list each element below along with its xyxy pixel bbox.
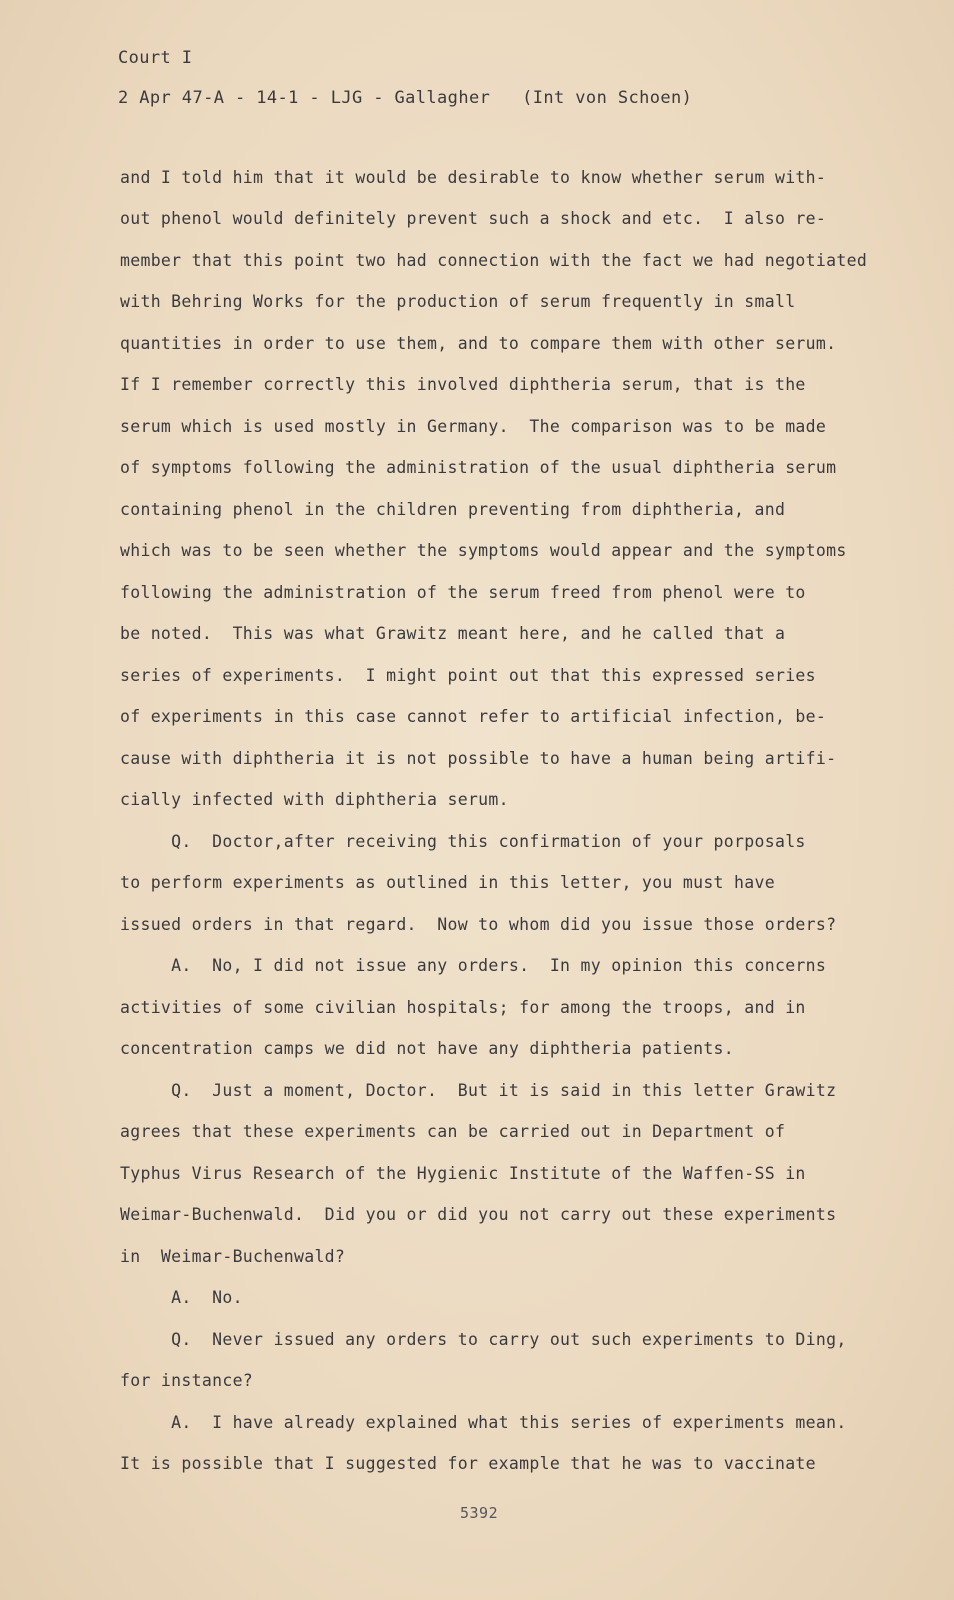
text-line: to perform experiments as outlined in this letter, you must have — [120, 873, 775, 892]
text-line: Q. Doctor,after receiving this confirmation of your porposals — [120, 832, 806, 851]
text-line: with Behring Works for the production of serum frequently in small — [120, 292, 796, 311]
text-line: and I told him that it would be desirable to know whether serum with- — [120, 168, 827, 187]
text-line: Weimar-Buchenwald. Did you or did you not carry out these experiments — [120, 1205, 837, 1224]
text-line: of symptoms following the administration of the usual diphtheria serum — [120, 458, 837, 477]
text-line: following the administration of the serum freed from phenol were to — [120, 583, 806, 602]
text-line: agrees that these experiments can be carried out in Department of — [120, 1122, 786, 1141]
text-line: in Weimar-Buchenwald? — [120, 1247, 346, 1266]
text-line: quantities in order to use them, and to compare them with other serum. — [120, 334, 837, 353]
text-line: of experiments in this case cannot refer to artificial infection, be- — [120, 707, 827, 726]
text-line: which was to be seen whether the symptoms would appear and the symptoms — [120, 541, 847, 560]
transcript-header: 2 Apr 47-A - 14-1 - LJG - Gallagher (Int von Schoen) — [118, 88, 693, 108]
text-line: out phenol would definitely prevent such a shock and etc. I also re- — [120, 209, 827, 228]
text-line: cause with diphtheria it is not possible to have a human being artifi- — [120, 749, 837, 768]
text-line: Q. Just a moment, Doctor. But it is said in this letter Grawitz — [120, 1081, 837, 1100]
text-line: concentration camps we did not have any diphtheria patients. — [120, 1039, 735, 1058]
text-line: Q. Never issued any orders to carry out such experiments to Ding, — [120, 1330, 847, 1349]
text-line: issued orders in that regard. Now to whom did you issue those orders? — [120, 915, 837, 934]
text-line: A. No. — [120, 1288, 243, 1307]
text-line: activities of some civilian hospitals; for among the troops, and in — [120, 998, 806, 1017]
text-line: member that this point two had connection with the fact we had negotiated — [120, 251, 868, 270]
text-line: It is possible that I suggested for example that he was to vaccinate — [120, 1454, 816, 1473]
text-line: series of experiments. I might point out that this expressed series — [120, 666, 816, 685]
text-line: If I remember correctly this involved diphtheria serum, that is the — [120, 375, 806, 394]
text-line: for instance? — [120, 1371, 254, 1390]
text-line: serum which is used mostly in Germany. The comparison was to be made — [120, 417, 827, 436]
text-line: A. No, I did not issue any orders. In my opinion this concerns — [120, 956, 827, 975]
text-line: be noted. This was what Grawitz meant here, and he called that a — [120, 624, 786, 643]
page-number: 5392 — [460, 1504, 499, 1522]
court-label: Court I — [118, 48, 193, 68]
text-line: cially infected with diphtheria serum. — [120, 790, 509, 809]
text-line: containing phenol in the children preventing from diphtheria, and — [120, 500, 786, 519]
text-line: Typhus Virus Research of the Hygienic Institute of the Waffen-SS in — [120, 1164, 806, 1183]
text-line: A. I have already explained what this series of experiments mean. — [120, 1413, 847, 1432]
